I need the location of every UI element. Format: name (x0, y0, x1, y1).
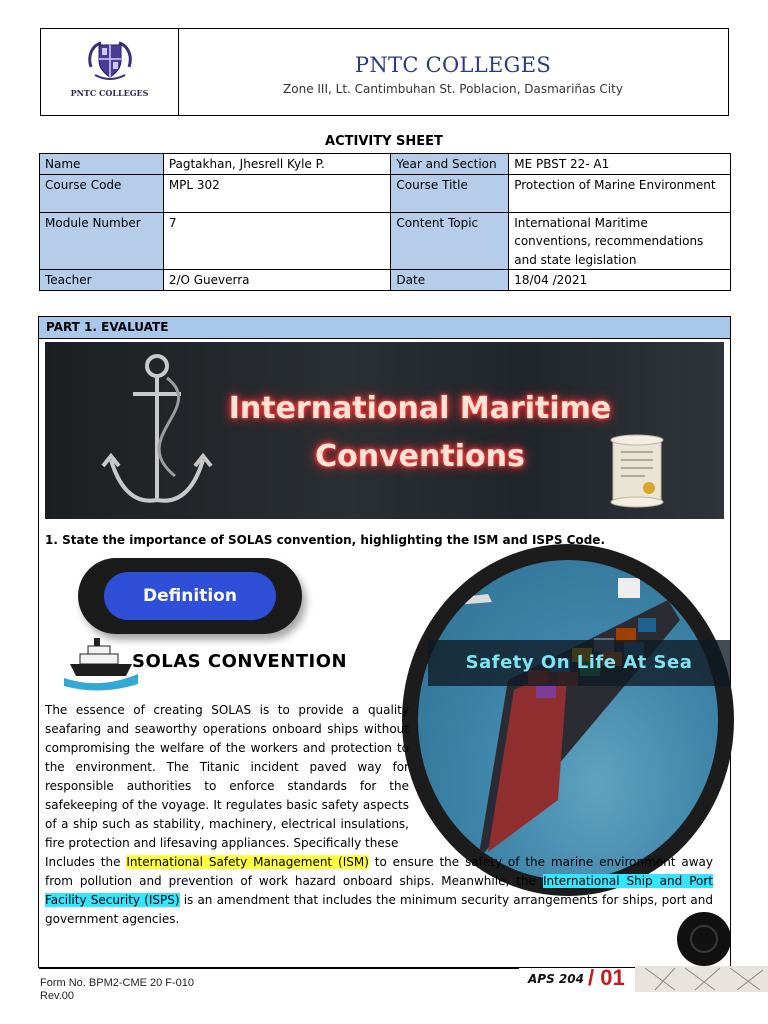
floating-circle-button[interactable] (677, 912, 731, 966)
module-number-label: Module Number (40, 212, 164, 270)
banner-title-line2: Conventions (315, 439, 525, 474)
banner-title (175, 385, 665, 481)
cargo-ship-image (418, 560, 718, 880)
school-address: Zone III, Lt. Cantimbuhan St. Poblacion, Dasmariñas City (283, 82, 623, 96)
course-title-label: Course Title (391, 174, 509, 212)
cargo-ship-icon (418, 560, 718, 880)
form-number (40, 977, 194, 1003)
college-shield-icon (85, 37, 135, 83)
date-label: Date (391, 270, 509, 291)
teacher-value: 2/O Gueverra (163, 270, 391, 291)
ism-isps-paragraph (45, 853, 713, 929)
definition-button: Definition (104, 572, 276, 620)
page-number: / 01 (588, 965, 625, 990)
text-span: Includes the (45, 855, 127, 869)
school-block (178, 29, 728, 115)
banner-title-line1: International Maritime (228, 391, 612, 426)
name-value: Pagtakhan, Jhesrell Kyle P. (163, 154, 391, 175)
definition-pill (78, 558, 302, 634)
ship-photo-ring (402, 544, 734, 896)
logo-text: PNTC COLLEGES (70, 88, 149, 98)
document-header (40, 28, 729, 116)
school-name: PNTC COLLEGES (354, 53, 552, 77)
circle-icon (690, 925, 718, 953)
sheet-title: ACTIVITY SHEET (325, 134, 443, 149)
year-section-value: ME PBST 22- A1 (509, 154, 731, 175)
part1-heading: PART 1. EVALUATE (39, 317, 730, 339)
content-topic-value: International Maritime conventions, recommendations and state legislation (509, 212, 731, 270)
teacher-label: Teacher (40, 270, 164, 291)
table-row (40, 212, 731, 270)
form-number-text: Form No. BPM2-CME 20 F-010 (40, 977, 195, 989)
solas-title: SOLAS CONVENTION (132, 651, 348, 672)
course-code-value: MPL 302 (163, 174, 391, 212)
footer-divider (39, 968, 519, 969)
table-row (40, 174, 731, 212)
content-topic-label: Content Topic (391, 212, 509, 270)
isps-highlight: International Ship and Port Facility Security (ISPS) (45, 874, 713, 907)
date-value: 18/04 /2021 (509, 270, 731, 291)
solas-paragraph: The essence of creating SOLAS is to provide a quality seafaring and seaworthy operations onboard ships without compromising the welfare of the workers and protection to the environment. The Titanic incident paved way for responsible authorities to enforce standards for the safekeeping of the voyage. It regulates basic safety aspects of a ship such as stability, machinery, electrical insulations, fire protection and lifesaving appliances. Specifically these (45, 703, 409, 850)
logo-cell (41, 29, 179, 115)
revision-text: Rev.00 (40, 990, 75, 1002)
module-number-value: 7 (163, 212, 391, 270)
ism-highlight: International Safety Management (ISM) (126, 855, 369, 869)
aps-code: APS 204 (528, 972, 584, 986)
info-table (39, 153, 731, 291)
course-code-label: Course Code (40, 174, 164, 212)
text-span: to ensure the safety of the marine environment away from pollution and prevention of work hazard onboard ships. Meanwhile, the (45, 855, 713, 888)
text-span: is an amendment that includes the minimum security arrangements for ships, port and government agencies. (45, 893, 714, 926)
question-1: 1. State the importance of SOLAS convention, highlighting the ISM and ISPS Code. (45, 533, 606, 547)
table-row (40, 154, 731, 175)
course-title-value: Protection of Marine Environment (509, 174, 731, 212)
conventions-banner (45, 342, 724, 519)
table-row (40, 270, 731, 291)
year-section-label: Year and Section (391, 154, 509, 175)
name-label: Name (40, 154, 164, 175)
safety-on-life-at-sea-label: Safety On Life At Sea (428, 640, 730, 686)
ship-icon (62, 636, 140, 692)
